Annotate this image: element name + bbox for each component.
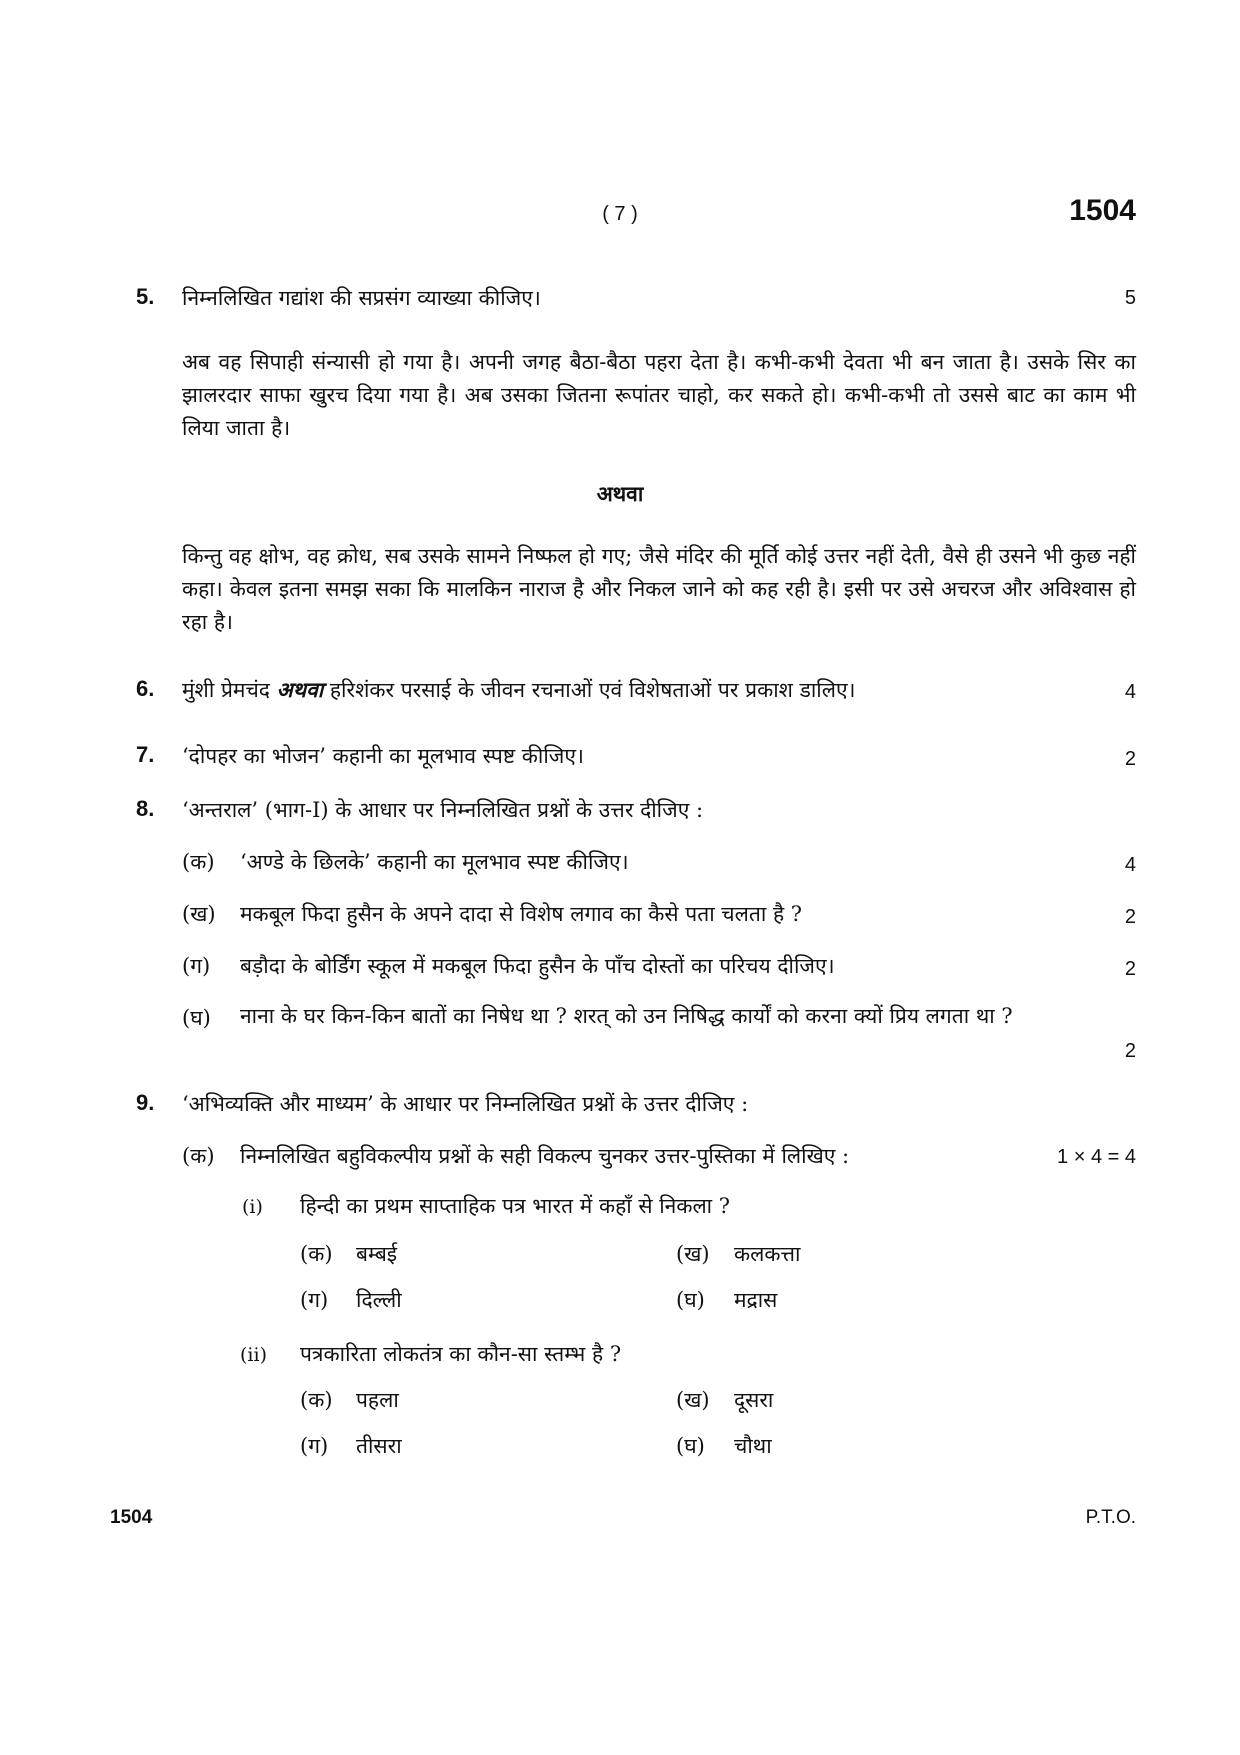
option-label: (क) (300, 1388, 333, 1412)
part-text: मकबूल फिदा हुसैन के अपने दादा से विशेष लगाव का कैसे पता चलता है ? (240, 902, 803, 926)
part-text: निम्नलिखित बहुविकल्पीय प्रश्नों के सही विकल्प चुनकर उत्तर-पुस्तिका में लिखिए : (240, 1144, 850, 1168)
option-text: दिल्ली (356, 1288, 402, 1312)
option-label: (ग) (300, 1288, 329, 1312)
part-text: ‘अण्डे के छिलके’ कहानी का मूलभाव स्पष्ट कीजिए। (240, 850, 629, 874)
option-text: दूसरा (734, 1388, 774, 1412)
option-label: (ख) (676, 1388, 710, 1412)
or-word: अथवा (276, 677, 324, 702)
option-text: मद्रास (734, 1288, 778, 1312)
question-number: 9. (136, 1090, 155, 1115)
option-text: चौथा (734, 1434, 772, 1458)
option-label: (घ) (676, 1434, 705, 1458)
marks: 2 (1124, 906, 1136, 928)
paper-code-header: 1504 (1069, 194, 1136, 227)
marks: 4 (1124, 854, 1136, 876)
option-text: बम्बई (356, 1242, 398, 1266)
option-text: कलकत्ता (734, 1242, 801, 1266)
option-label: (ख) (676, 1242, 710, 1266)
part-text: नाना के घर किन-किन बातों का निषेध था ? शरत् को उन निषिद्ध कार्यों को करना क्यों प्रिय लगता था ? (240, 1004, 1013, 1028)
question-text: ‘दोपहर का भोजन’ कहानी का मूलभाव स्पष्ट कीजिए। (182, 744, 584, 768)
question-text: ‘अन्तराल’ (भाग-I) के आधार पर निम्नलिखित प्रश्नों के उत्तर दीजिए : (182, 798, 704, 822)
marks: 5 (1124, 287, 1136, 309)
or-heading: अथवा (596, 481, 644, 506)
page-number: ( 7 ) (602, 203, 638, 225)
question-number: 7. (136, 742, 155, 767)
part-label: (ग) (182, 954, 211, 978)
part-text: बड़ौदा के बोर्डिंग स्कूल में मकबूल फिदा हुसैन के पाँच दोस्तों का परिचय दीजिए। (240, 954, 835, 978)
part-label: (क) (182, 1144, 215, 1168)
pto-note: P.T.O. (1085, 1507, 1136, 1528)
paper-code-footer: 1504 (110, 1507, 153, 1528)
question-number: 5. (136, 284, 155, 309)
marks: 4 (1124, 681, 1136, 703)
passage: किन्तु वह क्षोभ, वह क्रोध, सब उसके सामने निष्फल हो गए; जैसे मंदिर की मूर्ति कोई उत्तर नहीं देती, वैसे ही उसने भी कुछ नहीं कहा। केवल इतना समझ सका कि मालकिन नाराज है और निकल जाने को कह रही है। इसी पर उसे अचरज और अविश्वास हो रहा है। (182, 544, 1136, 634)
question-text: निम्नलिखित गद्यांश की सप्रसंग व्याख्या कीजिए। (182, 286, 541, 310)
subquestion-text: पत्रकारिता लोकतंत्र का कौन-सा स्तम्भ है ? (300, 1342, 622, 1366)
passage: अब वह सिपाही संन्यासी हो गया है। अपनी जगह बैठा-बैठा पहरा देता है। कभी-कभी देवता भी बन जाता है। उसके सिर का झालरदार साफा खुरच दिया गया है। अब उसका जितना रूपांतर चाहो, कर सकते हो। कभी-कभी तो उससे बाट का काम भी लिया जाता है। (182, 350, 1136, 440)
option-label: (घ) (676, 1288, 705, 1312)
question-text-part: मुंशी प्रेमचंद (182, 678, 270, 702)
question-text-part: हरिशंकर परसाई के जीवन रचनाओं एवं विशेषताओं पर प्रकाश डालिए। (329, 678, 856, 702)
marks: 2 (1124, 1040, 1136, 1062)
part-label: (घ) (182, 1006, 211, 1030)
question-number: 8. (136, 796, 155, 821)
option-label: (क) (300, 1242, 333, 1266)
part-label: (क) (182, 850, 215, 874)
option-label: (ग) (300, 1434, 329, 1458)
subquestion-label: (i) (242, 1196, 263, 1218)
marks: 2 (1124, 958, 1136, 980)
subquestion-text: हिन्दी का प्रथम साप्ताहिक पत्र भारत में कहाँ से निकला ? (300, 1194, 731, 1218)
subquestion-label: (ii) (240, 1344, 267, 1366)
marks: 1 × 4 = 4 (1057, 1146, 1136, 1168)
option-text: पहला (356, 1388, 399, 1412)
question-text: ‘अभिव्यक्ति और माध्यम’ के आधार पर निम्नलिखित प्रश्नों के उत्तर दीजिए : (182, 1092, 749, 1116)
option-text: तीसरा (356, 1434, 402, 1458)
question-text (182, 676, 856, 704)
part-label: (ख) (182, 902, 216, 926)
question-number: 6. (136, 676, 155, 701)
marks: 2 (1124, 748, 1136, 770)
